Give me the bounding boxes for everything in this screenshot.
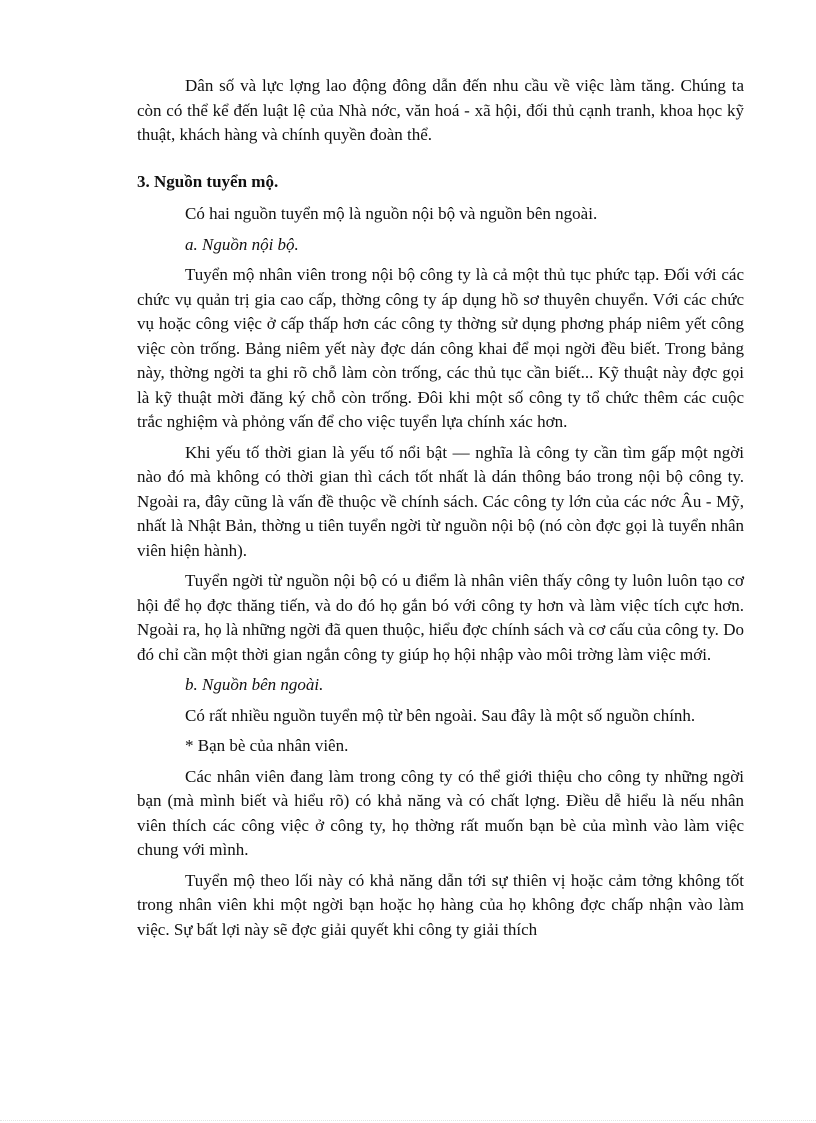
document-body bbox=[137, 74, 744, 948]
section-heading-3: 3. Nguồn tuyển mộ. bbox=[137, 171, 279, 191]
page-bottom-divider bbox=[0, 1120, 816, 1121]
paragraph-intro: Dân số và lực lợng lao động đông dẫn đến nhu cầu về việc làm tăng. Chúng ta còn có thể kể đến luật lệ của Nhà nớc, văn hoá - xã hội, đối thủ cạnh tranh, khoa học kỹ thuật, khách hàng và chính quyền đoàn thể. bbox=[137, 76, 744, 144]
paragraph-external-1: Có rất nhiều nguồn tuyển mộ từ bên ngoài. Sau đây là một số nguồn chính. bbox=[185, 705, 696, 725]
subheading-external: b. Nguồn bên ngoài. bbox=[185, 675, 324, 694]
paragraph-friends-2: Tuyển mộ theo lối này có khả năng dẫn tới sự thiên vị hoặc cảm tởng không tốt trong nhân viên khi một ngời bạn hoặc họ hàng của họ không đợc chấp nhận vào làm việc. Sự bất lợi này sẽ đợc giải quyết khi công ty giải thích bbox=[137, 870, 744, 939]
paragraph-internal-1: Tuyển mộ nhân viên trong nội bộ công ty là cả một thủ tục phức tạp. Đối với các chức vụ quản trị gia cao cấp, thờng công ty áp dụng hồ sơ thuyên chuyển. Với các chức vụ hoặc công việc ở cấp thấp hơn các công ty thờng sử dụng phơng pháp niêm yết công việc còn trống. Bảng niêm yết này đợc dán công khai để mọi ngời đều biết. Trong bảng này, thờng ngời ta ghi rõ chỗ làm còn trống, các thủ tục cần biết... Kỹ thuật này đợc gọi là kỹ thuật mời đăng ký chỗ còn trống. Đôi khi một số công ty tổ chức thêm các cuộc trắc nghiệm và phỏng vấn để cho việc tuyển lựa chính xác hơn. bbox=[137, 265, 744, 431]
paragraph-friends-title: * Bạn bè của nhân viên. bbox=[185, 736, 349, 755]
subheading-internal: a. Nguồn nội bộ. bbox=[185, 234, 299, 254]
paragraph-internal-3: Tuyển ngời từ nguồn nội bộ có u điểm là nhân viên thấy công ty luôn luôn tạo cơ hội để họ đợc thăng tiến, và do đó họ gắn bó với công ty hơn và làm việc tích cực hơn. Ngoài ra, họ là những ngời đã quen thuộc, hiểu đợc chính sách và cơ cấu của công ty. Do đó chỉ cần một thời gian ngắn công ty giúp họ hội nhập vào môi trờng làm việc mới. bbox=[137, 571, 744, 664]
paragraph-sources: Có hai nguồn tuyển mộ là nguồn nội bộ và nguồn bên ngoài. bbox=[185, 204, 598, 223]
paragraph-internal-2: Khi yếu tố thời gian là yếu tố nổi bật — nghĩa là công ty cần tìm gấp một ngời nào đó mà không có thời gian thì cách tốt nhất là dán thông báo trong nội bộ công ty. Ngoài ra, đây cũng là vấn đề thuộc về chính sách. Các công ty lớn của các nớc Âu - Mỹ, nhất là Nhật Bản, thờng u tiên tuyển ngời từ nguồn nội bộ (nó còn đợc gọi là tuyển nhân viên hiện hành). bbox=[137, 442, 744, 560]
paragraph-friends-1: Các nhân viên đang làm trong công ty có thể giới thiệu cho công ty những ngời bạn (mà mình biết và hiểu rõ) có khả năng và có chất lợng. Điều dễ hiểu là nếu nhân viên thích các công việc ở công ty, họ thờng rất muốn bạn bè của mình vào làm việc chung với mình. bbox=[137, 766, 744, 859]
